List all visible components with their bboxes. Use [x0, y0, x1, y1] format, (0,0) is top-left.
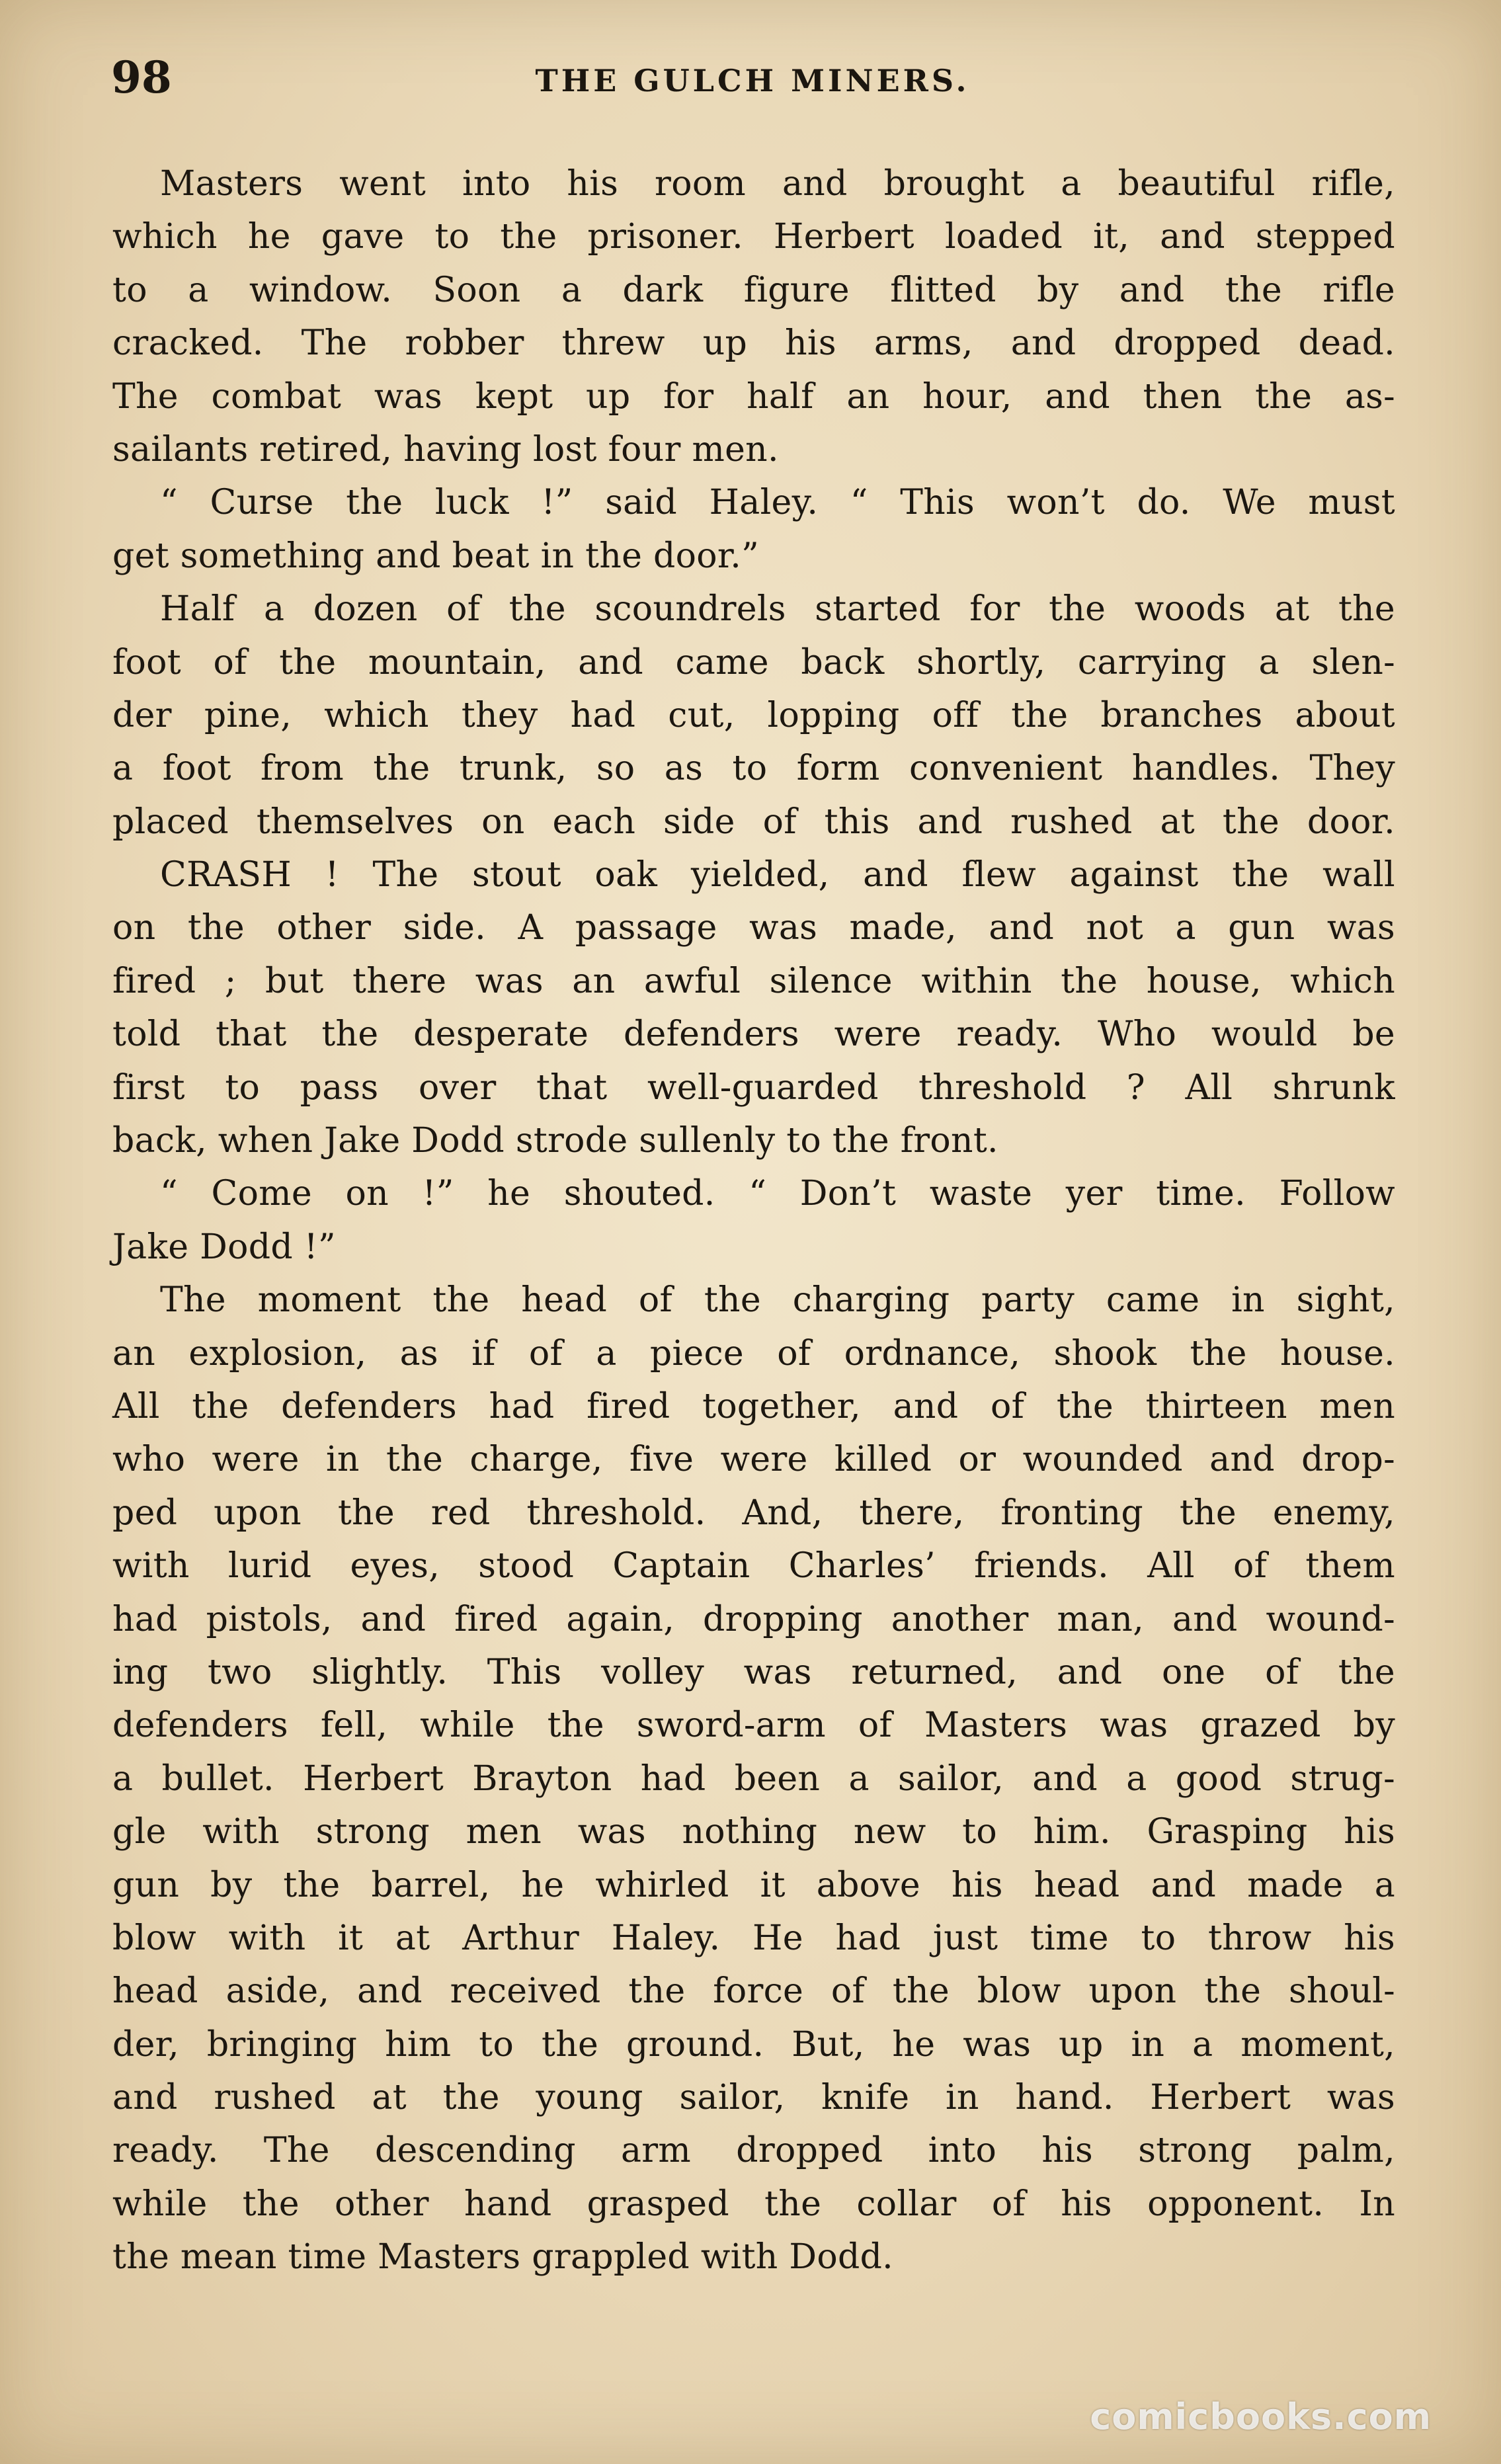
- text-line: who were in the charge, five were killed or wounded and drop-: [112, 1440, 1395, 1480]
- text-line: The combat was kept up for half an hour, and then the as-: [112, 376, 1395, 417]
- text-line: der, bringing him to the ground. But, he was up in a moment,: [112, 2024, 1395, 2065]
- text-line: the mean time Masters grappled with Dodd.: [112, 2237, 894, 2278]
- text-line: to a window. Soon a dark figure flitted by and the rifle: [112, 270, 1395, 310]
- text-line: der pine, which they had cut, lopping off the branches about: [112, 695, 1395, 735]
- text-line: fired ; but there was an awful silence within the house, which: [112, 961, 1395, 1001]
- text-line: The moment the head of the charging party came in sight,: [160, 1280, 1395, 1321]
- text-line: cracked. The robber threw up his arms, and dropped dead.: [112, 323, 1395, 364]
- text-line: head aside, and received the force of the blow upon the shoul-: [112, 1971, 1395, 2012]
- body-text: [112, 157, 1395, 2284]
- text-line: placed themselves on each side of this and rushed at the door.: [112, 801, 1395, 842]
- text-line: blow with it at Arthur Haley. He had just time to throw his: [112, 1918, 1395, 1958]
- text-line: “ Come on !” he shouted. “ Don’t waste yer time. Follow: [160, 1174, 1395, 1214]
- text-line: a foot from the trunk, so as to form convenient handles. They: [112, 749, 1395, 789]
- text-line: All the defenders had fired together, and of the thirteen men: [112, 1386, 1395, 1426]
- text-line: Half a dozen of the scoundrels started for the woods at the: [160, 589, 1395, 630]
- text-line: ready. The descending arm dropped into his strong palm,: [112, 2131, 1395, 2171]
- text-line: foot of the mountain, and came back shortly, carrying a slen-: [112, 642, 1395, 682]
- text-line: and rushed at the young sailor, knife in hand. Herbert was: [112, 2078, 1395, 2118]
- text-line: while the other hand grasped the collar of his opponent. In: [112, 2184, 1395, 2224]
- text-line: get something and beat in the door.”: [112, 536, 759, 576]
- text-line: CRASH ! The stout oak yielded, and flew against the wall: [160, 855, 1395, 895]
- text-line: which he gave to the prisoner. Herbert loaded it, and stepped: [112, 217, 1395, 257]
- text-line: “ Curse the luck !” said Haley. “ This won’t do. We must: [160, 483, 1395, 523]
- text-line: an explosion, as if of a piece of ordnance, shook the house.: [112, 1333, 1395, 1374]
- text-line: Masters went into his room and brought a beautiful rifle,: [160, 164, 1395, 204]
- text-line: defenders fell, while the sword-arm of Masters was grazed by: [112, 1705, 1395, 1746]
- watermark: comicbooks.com: [1090, 2396, 1432, 2438]
- text-line: with lurid eyes, stood Captain Charles’ friends. All of them: [112, 1546, 1395, 1586]
- text-line: Jake Dodd !”: [112, 1227, 336, 1267]
- page-number: 98: [111, 52, 172, 103]
- text-line: a bullet. Herbert Brayton had been a sailor, and a good strug-: [112, 1758, 1395, 1799]
- text-line: gun by the barrel, he whirled it above his head and made a: [112, 1865, 1395, 1905]
- text-line: had pistols, and fired again, dropping another man, and wound-: [112, 1599, 1395, 1639]
- text-line: first to pass over that well-guarded threshold ? All shrunk: [112, 1067, 1395, 1108]
- text-line: back, when Jake Dodd strode sullenly to the front.: [112, 1121, 998, 1161]
- text-line: gle with strong men was nothing new to him. Grasping his: [112, 1812, 1395, 1852]
- text-line: sailants retired, having lost four men.: [112, 429, 779, 470]
- page-header: [111, 48, 1394, 107]
- running-head: THE GULCH MINERS.: [535, 63, 970, 99]
- text-line: ped upon the red threshold. And, there, fronting the enemy,: [112, 1493, 1395, 1533]
- text-line: ing two slightly. This volley was returned, and one of the: [112, 1652, 1395, 1692]
- text-line: told that the desperate defenders were ready. Who would be: [112, 1014, 1395, 1055]
- text-line: on the other side. A passage was made, and not a gun was: [112, 908, 1395, 948]
